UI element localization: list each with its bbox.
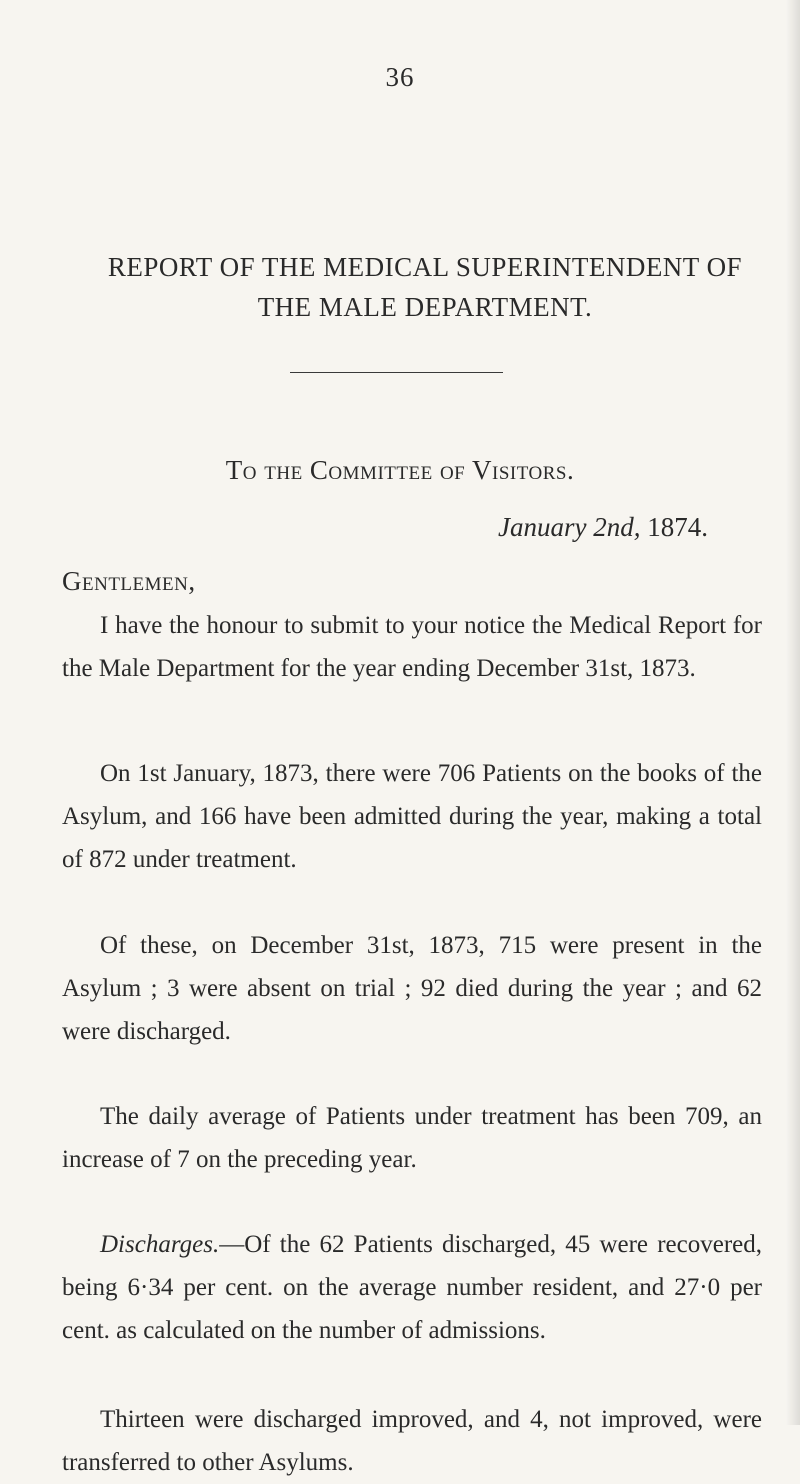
report-title-line-2: THE MALE DEPARTMENT. bbox=[257, 292, 593, 322]
paragraph-status bbox=[62, 924, 762, 1053]
addressee: To the Committee of Visitors. bbox=[225, 455, 575, 485]
paragraph-daily-average bbox=[62, 1095, 762, 1181]
date-year: 1874. bbox=[647, 512, 708, 542]
paragraph-transfers-text: Thirteen were discharged improved, and 4, not improved, were transferred to other Asylums. bbox=[62, 1406, 762, 1476]
page-edge-shadow bbox=[786, 0, 800, 1425]
report-title-line-1: REPORT OF THE MEDICAL SUPERINTENDENT OF bbox=[107, 252, 743, 282]
paragraph-discharges-text: —Of the 62 Patients discharged, 45 were recovered, being 6·34 per cent. on the average number resident, and 27·0 per cent. as calculated on the number of admissions. bbox=[62, 1231, 762, 1344]
report-title bbox=[60, 247, 790, 327]
date-month-day: January 2nd, bbox=[498, 512, 641, 542]
paragraph-intro-text: I have the honour to submit to your notice the Medical Report for the Male Department for the year ending December 31st, 1873. bbox=[62, 612, 762, 682]
paragraph-admissions bbox=[62, 752, 762, 881]
paragraph-transfers bbox=[62, 1398, 762, 1484]
salutation: Gentlemen, bbox=[62, 566, 196, 596]
paragraph-discharges bbox=[62, 1223, 762, 1352]
letter-date bbox=[498, 512, 708, 543]
title-divider bbox=[290, 372, 503, 373]
page-number: 36 bbox=[385, 62, 415, 92]
paragraph-intro bbox=[62, 604, 762, 690]
discharges-heading: Discharges. bbox=[100, 1231, 220, 1258]
paragraph-status-text: Of these, on December 31st, 1873, 715 were present in the Asylum ; 3 were absent on trial ; 92 died during the year ; and 62 were discharged. bbox=[62, 932, 762, 1045]
paragraph-daily-average-text: The daily average of Patients under treatment has been 709, an increase of 7 on the preceding year. bbox=[62, 1103, 762, 1173]
paragraph-admissions-text: On 1st January, 1873, there were 706 Patients on the books of the Asylum, and 166 have been admitted during the year, making a total of 872 under treatment. bbox=[62, 760, 762, 873]
